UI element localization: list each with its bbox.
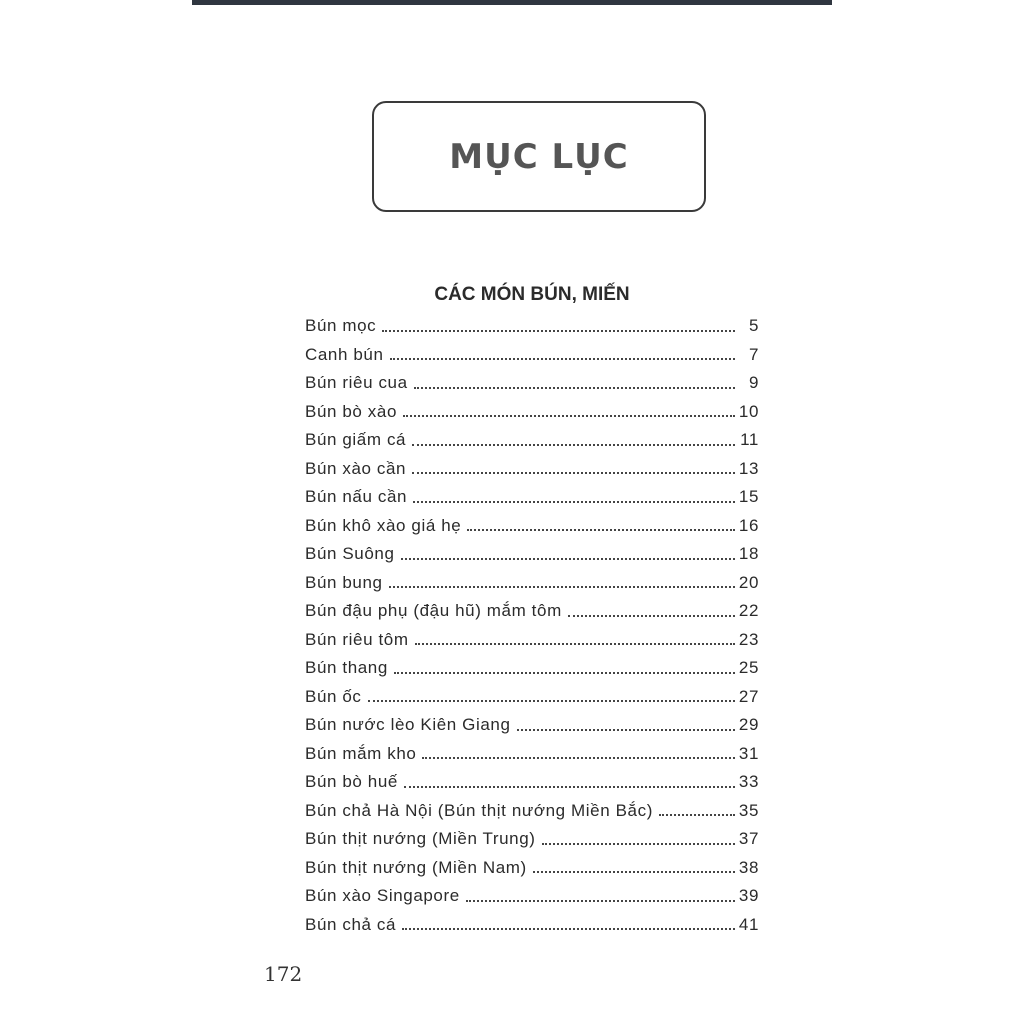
toc-entry-title: Bún mắm kho (305, 743, 417, 763)
toc-entry-page: 35 (738, 800, 759, 820)
toc-dot-leader (394, 671, 735, 674)
toc-entry-page: 7 (748, 344, 759, 364)
toc-dot-leader (533, 870, 735, 873)
toc-entry (305, 711, 759, 740)
toc-entry-page: 39 (738, 886, 759, 906)
toc-dot-leader (422, 756, 734, 759)
toc-dot-leader (382, 329, 735, 332)
toc-dot-leader (403, 414, 735, 417)
toc-entry (305, 312, 759, 341)
toc-entry-page: 27 (738, 686, 759, 706)
toc-entry-title: Bún bò xào (305, 401, 398, 421)
toc-entry-title: Bún xào cần (305, 458, 407, 478)
toc-entry (305, 683, 759, 712)
toc-entry-page: 22 (738, 601, 759, 621)
toc-entry-title: Canh bún (305, 344, 384, 364)
toc-entry-page: 5 (748, 316, 759, 336)
toc-entry-page: 13 (738, 458, 759, 478)
toc-entry-page: 11 (740, 430, 759, 450)
toc-entry-page: 37 (738, 829, 759, 849)
toc-entry-page: 38 (738, 857, 759, 877)
toc-dot-leader (413, 500, 735, 503)
toc-entry (305, 512, 759, 541)
toc-dot-leader (467, 528, 735, 531)
toc-entry-title: Bún mọc (305, 316, 377, 336)
toc-dot-leader (401, 557, 735, 560)
toc-entry-title: Bún riêu cua (305, 373, 408, 393)
toc-entry-page: 33 (738, 772, 759, 792)
toc-dot-leader (415, 642, 735, 645)
toc-dot-leader (568, 614, 735, 617)
toc-dot-leader (659, 813, 735, 816)
table-of-contents (305, 312, 759, 939)
toc-entry-title: Bún chả Hà Nội (Bún thịt nướng Miền Bắc) (305, 800, 653, 820)
toc-entry-page: 9 (748, 373, 759, 393)
toc-dot-leader (414, 386, 735, 389)
toc-dot-leader (402, 927, 735, 930)
toc-entry-page: 31 (738, 743, 759, 763)
toc-entry (305, 797, 759, 826)
toc-entry-page: 25 (738, 658, 759, 678)
toc-entry-page: 18 (738, 544, 759, 564)
section-title: CÁC MÓN BÚN, MIẾN (434, 284, 630, 305)
toc-entry-page: 41 (738, 914, 759, 934)
toc-entry (305, 740, 759, 769)
toc-dot-leader (368, 699, 735, 702)
toc-entry-title: Bún đậu phụ (đậu hũ) mắm tôm (305, 601, 562, 621)
toc-dot-leader (412, 443, 735, 446)
toc-entry-page: 23 (738, 629, 759, 649)
toc-entry-title: Bún Suông (305, 544, 395, 564)
toc-entry (305, 768, 759, 797)
toc-entry-page: 20 (738, 572, 759, 592)
page-title: MỤC LỤC (449, 136, 629, 177)
toc-dot-leader (404, 785, 735, 788)
toc-dot-leader (542, 842, 735, 845)
toc-entry (305, 483, 759, 512)
toc-dot-leader (466, 899, 735, 902)
toc-entry (305, 540, 759, 569)
toc-entry (305, 569, 759, 598)
toc-entry-title: Bún thang (305, 658, 388, 678)
top-border-bar (192, 0, 832, 5)
toc-entry-title: Bún nấu cần (305, 487, 408, 507)
toc-entry-title: Bún thịt nướng (Miền Nam) (305, 857, 527, 877)
toc-dot-leader (412, 471, 735, 474)
toc-entry (305, 882, 759, 911)
toc-entry-title: Bún xào Singapore (305, 886, 460, 906)
toc-dot-leader (517, 728, 735, 731)
toc-entry-title: Bún giấm cá (305, 430, 407, 450)
toc-dot-leader (390, 357, 735, 360)
toc-entry (305, 854, 759, 883)
toc-entry-title: Bún ốc (305, 686, 362, 706)
toc-entry-page: 16 (738, 515, 759, 535)
toc-entry (305, 398, 759, 427)
toc-entry (305, 597, 759, 626)
toc-entry (305, 654, 759, 683)
toc-entry (305, 369, 759, 398)
toc-entry (305, 626, 759, 655)
toc-entry-title: Bún chả cá (305, 914, 397, 934)
toc-entry (305, 455, 759, 484)
toc-entry-page: 15 (738, 487, 759, 507)
toc-entry-title: Bún thịt nướng (Miền Trung) (305, 829, 536, 849)
toc-entry-title: Bún nước lèo Kiên Giang (305, 715, 511, 735)
toc-entry (305, 911, 759, 940)
toc-entry-title: Bún bò huế (305, 772, 398, 792)
toc-entry-title: Bún khô xào giá hẹ (305, 515, 462, 535)
toc-entry-page: 29 (738, 715, 759, 735)
toc-entry (305, 341, 759, 370)
toc-entry-page: 10 (738, 401, 759, 421)
toc-entry (305, 426, 759, 455)
toc-dot-leader (389, 585, 735, 588)
toc-entry-title: Bún bung (305, 572, 383, 592)
toc-entry (305, 825, 759, 854)
title-box (372, 101, 706, 212)
toc-entry-title: Bún riêu tôm (305, 629, 409, 649)
page-number: 172 (264, 962, 303, 986)
